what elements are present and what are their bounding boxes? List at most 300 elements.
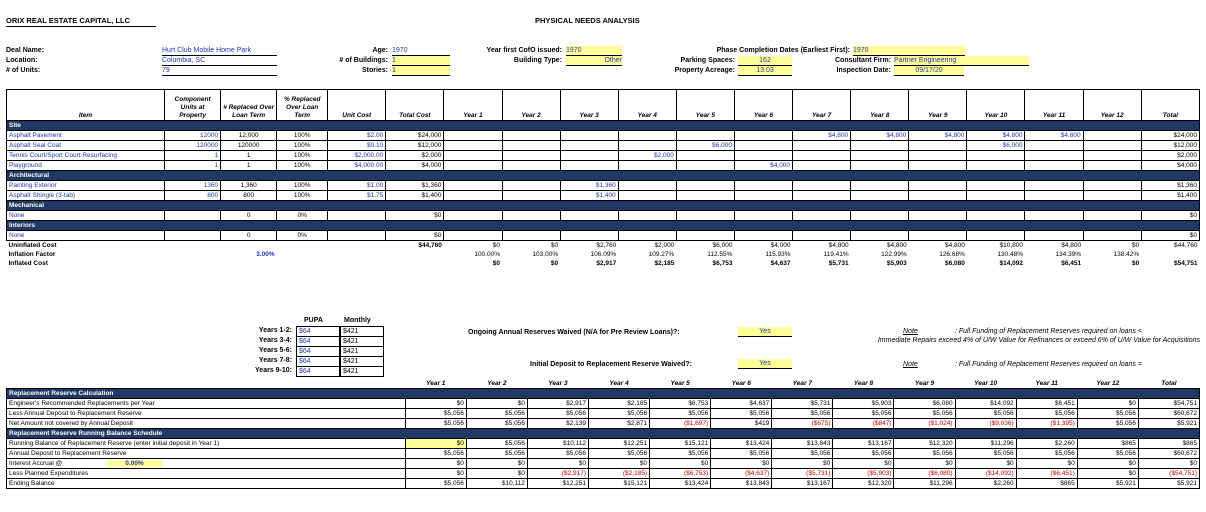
item-value — [851, 181, 909, 191]
reserve-value: $13,843 — [772, 439, 833, 449]
reserve-row — [7, 439, 1200, 449]
section-title: Site — [7, 121, 1200, 131]
monthly-header: Monthly — [344, 317, 371, 324]
item-row — [7, 191, 1200, 201]
pupa-year-label: Years 7-8: — [258, 357, 292, 364]
item-value — [793, 151, 851, 161]
reserve-value: ($1,395) — [1016, 419, 1077, 429]
reserve-value: $12,320 — [833, 479, 894, 489]
location-field[interactable]: Columbia, SC — [162, 56, 277, 66]
monthly-value: $421 — [340, 356, 384, 367]
item-value: $4,000 — [734, 161, 792, 171]
reserve-value: $0 — [1016, 459, 1077, 469]
section-title: Replacement Reserve Running Balance Schedule — [7, 429, 1200, 439]
pupa-value[interactable]: $64 — [296, 326, 340, 337]
cofo-label: Year first CofO issued: — [486, 47, 562, 54]
item-value: 0 — [221, 231, 277, 241]
column-header: Year 3 — [560, 90, 618, 121]
item-value — [1083, 151, 1141, 161]
reserve-value: $6,451 — [1016, 399, 1077, 409]
item-value[interactable]: $2,000.00 — [328, 151, 386, 161]
item-value[interactable]: $2.00 — [328, 131, 386, 141]
stories-label: Stories: — [361, 67, 388, 74]
units-label: # of Units: — [6, 67, 41, 74]
item-value — [676, 161, 734, 171]
item-value[interactable]: $0.10 — [328, 141, 386, 151]
reserve-value: $0 — [1077, 469, 1138, 479]
item-row — [7, 131, 1200, 141]
column-header: Unit Cost — [328, 90, 386, 121]
section-header — [7, 221, 1200, 231]
inspection-label: Inspection Date: — [836, 67, 891, 74]
item-value — [1025, 231, 1083, 241]
summary-blank — [328, 241, 386, 251]
reserve-value: $2,260 — [955, 479, 1016, 489]
reserve-label: Engineer's Recommended Replacements per Year — [7, 399, 406, 409]
summary-value: $2,917 — [596, 259, 617, 267]
item-value: 800 — [221, 191, 277, 201]
item-value — [618, 161, 676, 171]
age-field[interactable]: 1970 — [392, 46, 450, 56]
section-title: Mechanical — [7, 201, 1200, 211]
item-value — [967, 161, 1025, 171]
item-row — [7, 231, 1200, 241]
summary-value: $2,000 — [654, 241, 675, 249]
summary-value — [1141, 250, 1199, 259]
reserve-value: $5,056 — [405, 479, 466, 489]
item-value — [502, 141, 560, 151]
item-value — [1083, 141, 1141, 151]
reserve-value: $2,139 — [527, 419, 588, 429]
reserve-value: $5,921 — [1138, 479, 1199, 489]
summary-value: $10,800 — [999, 241, 1023, 249]
pupa-value[interactable]: $64 — [296, 366, 340, 377]
pupa-value[interactable]: $64 — [296, 346, 340, 357]
item-value — [909, 211, 967, 221]
reserve-value: $0 — [1138, 459, 1199, 469]
item-value: $4,000 — [1141, 161, 1199, 171]
summary-value: 122.99% — [881, 250, 907, 258]
reserve-value: ($6,451) — [1016, 469, 1077, 479]
item-value: $12,000 — [1141, 141, 1199, 151]
units-field[interactable]: 79 — [162, 66, 277, 76]
item-value[interactable]: 12000 — [165, 131, 221, 141]
item-value — [734, 231, 792, 241]
item-value — [1083, 131, 1141, 141]
item-value — [793, 161, 851, 171]
needs-grid — [6, 89, 1200, 268]
page-title: PHYSICAL NEEDS ANALYSIS — [535, 16, 640, 25]
item-value: 1 — [221, 161, 277, 171]
item-value — [560, 211, 618, 221]
reserve-value: $5,056 — [650, 409, 711, 419]
initial-deposit-field[interactable]: Yes — [738, 359, 792, 369]
reserve-value: ($5,903) — [833, 469, 894, 479]
summary-total: $44,760 — [418, 241, 442, 249]
reserve-value: $14,092 — [955, 399, 1016, 409]
year-header: Year 11 — [1035, 379, 1058, 387]
item-name[interactable]: Asphalt Seal Coat — [7, 141, 165, 151]
item-value[interactable] — [328, 231, 386, 241]
age-label: Age: — [372, 47, 388, 54]
consultant-field[interactable]: Partner Engineering — [894, 56, 1029, 66]
reserve-value: $5,056 — [711, 409, 772, 419]
item-value: 100% — [277, 141, 328, 151]
item-value: $1,400 — [1141, 191, 1199, 201]
column-header: Year 5 — [676, 90, 734, 121]
reserve-value: $5,056 — [894, 449, 955, 459]
summary-value: $4,800 — [828, 241, 849, 249]
item-row — [7, 161, 1200, 171]
reserve-value: $12,320 — [894, 439, 955, 449]
item-value — [560, 161, 618, 171]
cofo-field[interactable]: 1970 — [566, 46, 622, 56]
reserve-value: $0 — [833, 459, 894, 469]
reserve-value: $13,167 — [833, 439, 894, 449]
summary-label: Inflation Factor — [8, 250, 56, 258]
item-value — [618, 211, 676, 221]
item-row — [7, 151, 1200, 161]
item-value[interactable]: 1 — [165, 161, 221, 171]
reserve-value: $13,424 — [711, 439, 772, 449]
item-value: 0% — [277, 211, 328, 221]
reserve-label: Annual Deposit to Replacement Reserve — [7, 449, 406, 459]
item-name[interactable]: Tennis Court/Sport Court Resurfacing — [7, 151, 165, 161]
item-value[interactable]: $4,000.00 — [328, 161, 386, 171]
building-type-field[interactable]: Other — [566, 56, 622, 66]
pupa-value[interactable]: $64 — [296, 336, 340, 347]
reserve-value: $5,056 — [466, 449, 527, 459]
reserve-value[interactable]: $0 — [405, 439, 466, 449]
item-row — [7, 211, 1200, 221]
initial-deposit-question: Initial Deposit to Replacement Reserve Waived?: — [530, 361, 692, 368]
item-value: 0% — [277, 231, 328, 241]
reserve-value: $0 — [405, 459, 466, 469]
interest-label: Interest Accrual @ — [9, 459, 63, 467]
item-value: $2,000 — [1141, 151, 1199, 161]
reserve-value: $2,185 — [589, 399, 650, 409]
reserve-value: $5,056 — [405, 449, 466, 459]
item-value — [967, 191, 1025, 201]
summary-blank — [165, 241, 221, 251]
reserve-value: $5,056 — [650, 449, 711, 459]
monthly-value: $421 — [340, 346, 384, 357]
reserve-value: $6,080 — [894, 399, 955, 409]
item-value[interactable] — [328, 211, 386, 221]
summary-blank — [165, 250, 221, 259]
pupa-year-label: Years 5-6: — [258, 347, 292, 354]
reserve-row — [7, 469, 1200, 479]
reserve-value: $865 — [1016, 479, 1077, 489]
item-value — [734, 181, 792, 191]
item-value — [676, 181, 734, 191]
deal-name-label: Deal Name: — [6, 47, 45, 54]
summary-value: $6,080 — [944, 259, 965, 267]
section-title: Replacement Reserve Calculation — [7, 389, 1200, 399]
column-header: Year 1 — [444, 90, 502, 121]
reserve-label: Less Annual Deposit to Replacement Reserve — [7, 409, 406, 419]
item-value — [851, 191, 909, 201]
reserve-value: $0 — [589, 459, 650, 469]
reserve-label — [7, 459, 406, 469]
reserve-value: $5,056 — [1016, 409, 1077, 419]
item-value — [560, 231, 618, 241]
item-value[interactable]: $1.00 — [328, 181, 386, 191]
item-value: $4,800 — [909, 131, 967, 141]
summary-value: $14,092 — [999, 259, 1023, 267]
item-value — [444, 161, 502, 171]
reserve-value: $11,296 — [955, 439, 1016, 449]
item-value — [1025, 211, 1083, 221]
item-value — [444, 181, 502, 191]
reserve-value: ($14,092) — [955, 469, 1016, 479]
monthly-value: $421 — [340, 326, 384, 337]
reserve-value: $60,672 — [1138, 449, 1199, 459]
parking-field[interactable]: 162 — [738, 56, 792, 66]
item-value — [793, 181, 851, 191]
year-header-blank — [7, 379, 406, 389]
summary-label: Inflated Cost — [8, 259, 48, 267]
section-title: Architectural — [7, 171, 1200, 181]
parking-label: Parking Spaces: — [680, 57, 735, 64]
summary-value: 130.48% — [997, 250, 1023, 258]
item-value: $4,800 — [1025, 131, 1083, 141]
summary-value: 112.55% — [707, 250, 733, 258]
rr-balance-header — [7, 429, 1200, 439]
building-type-label: Building Type: — [513, 57, 562, 64]
item-value — [967, 181, 1025, 191]
summary-value: $4,800 — [944, 241, 965, 249]
item-value — [851, 141, 909, 151]
item-name[interactable]: None — [7, 231, 165, 241]
item-value — [560, 151, 618, 161]
reserve-row — [7, 399, 1200, 409]
inspection-field[interactable]: 09/17/20 — [894, 66, 964, 76]
stories-field[interactable]: 1 — [392, 66, 450, 76]
reserves-waived-field[interactable]: Yes — [738, 327, 792, 337]
reserve-value: ($6,753) — [650, 469, 711, 479]
item-row — [7, 181, 1200, 191]
reserve-value: $5,056 — [955, 449, 1016, 459]
item-value — [734, 151, 792, 161]
reserve-value: $10,112 — [527, 439, 588, 449]
location-label: Location: — [6, 57, 38, 64]
summary-pct — [221, 241, 277, 251]
item-name[interactable]: None — [7, 211, 165, 221]
reserve-value: $5,056 — [772, 449, 833, 459]
item-value — [502, 211, 560, 221]
item-value[interactable]: $1.75 — [328, 191, 386, 201]
reserve-label: Net Amount not covered by Annual Deposit — [7, 419, 406, 429]
item-value: 1,360 — [221, 181, 277, 191]
year-header: Year 3 — [548, 379, 568, 387]
year-header: Year 8 — [853, 379, 874, 387]
summary-total — [386, 250, 444, 259]
summary-row — [7, 259, 1200, 268]
reserve-value: $5,056 — [1077, 409, 1138, 419]
reserve-value: $13,167 — [772, 479, 833, 489]
item-value — [1083, 161, 1141, 171]
item-value — [444, 191, 502, 201]
reserve-value: ($2,185) — [589, 469, 650, 479]
phase-field[interactable]: 1970 — [853, 46, 965, 56]
item-value: $1,400 — [386, 191, 444, 201]
reserve-value: $5,056 — [589, 409, 650, 419]
item-value — [502, 191, 560, 201]
year-header: Year 2 — [487, 379, 507, 387]
consultant-label: Consultant Firm: — [835, 57, 891, 64]
item-value — [1025, 141, 1083, 151]
item-value — [676, 131, 734, 141]
summary-value: 138.42% — [1113, 250, 1140, 258]
buildings-field[interactable]: 1 — [392, 56, 450, 66]
year-header: Year 12 — [1096, 379, 1120, 387]
summary-value: $2,185 — [654, 259, 675, 267]
company-name: ORIX REAL ESTATE CAPITAL, LLC — [6, 16, 131, 25]
item-value — [793, 231, 851, 241]
acreage-field[interactable]: 13.03 — [738, 66, 792, 76]
item-value — [1025, 161, 1083, 171]
reserve-value: $13,424 — [650, 479, 711, 489]
buildings-label: # of Buildings: — [339, 57, 388, 64]
item-value: $6,000 — [676, 141, 734, 151]
summary-value: 103.00% — [532, 250, 559, 258]
pupa-header: PUPA — [304, 317, 323, 324]
item-value — [734, 141, 792, 151]
summary-blank — [328, 259, 386, 268]
reserve-value: ($54,751) — [1138, 469, 1199, 479]
phase-label: Phase Completion Dates (Earliest First): — [716, 47, 850, 54]
summary-value: $4,637 — [770, 259, 791, 267]
summary-blank — [328, 250, 386, 259]
item-value — [734, 191, 792, 201]
item-value[interactable]: 120000 — [165, 141, 221, 151]
item-value: $1,360 — [386, 181, 444, 191]
reserve-row — [7, 459, 1200, 469]
summary-blank — [277, 241, 328, 251]
pupa-year-label: Years 1-2: — [258, 327, 292, 334]
reserve-value: ($9,036) — [955, 419, 1016, 429]
year-header: Year 5 — [670, 379, 690, 387]
reserve-value: $2,871 — [589, 419, 650, 429]
reserve-row — [7, 479, 1200, 489]
item-value[interactable] — [165, 231, 221, 241]
deal-name-field[interactable]: Hurt Club Mobile Home Park — [162, 46, 277, 56]
summary-value: $6,000 — [712, 241, 733, 249]
item-value[interactable]: 1360 — [165, 181, 221, 191]
column-header: Year 12 — [1083, 90, 1141, 121]
summary-value: $6,451 — [1061, 259, 1082, 267]
acreage-label: Property Acreage: — [674, 67, 735, 74]
item-value — [560, 131, 618, 141]
summary-label: Uninflated Cost — [8, 241, 57, 249]
reserve-value: $12,251 — [527, 479, 588, 489]
item-value: $0 — [1141, 231, 1199, 241]
reserve-value: $5,056 — [466, 419, 527, 429]
reserve-value: ($6,080) — [894, 469, 955, 479]
item-value — [967, 151, 1025, 161]
item-value — [851, 211, 909, 221]
item-value — [1083, 231, 1141, 241]
reserve-value: $2,917 — [527, 399, 588, 409]
year-header: Year 4 — [609, 379, 629, 387]
reserve-value: $5,056 — [1077, 449, 1138, 459]
reserve-value: $54,751 — [1138, 399, 1199, 409]
reserve-value: $5,056 — [466, 409, 527, 419]
item-value[interactable]: 800 — [165, 191, 221, 201]
item-value — [909, 141, 967, 151]
item-value: 100% — [277, 161, 328, 171]
reserve-value: ($675) — [772, 419, 833, 429]
item-value — [793, 211, 851, 221]
item-value — [502, 151, 560, 161]
reserve-value: $5,056 — [894, 409, 955, 419]
item-value[interactable]: 1 — [165, 151, 221, 161]
summary-value: $0 — [1131, 259, 1140, 267]
reserve-value: $11,296 — [894, 479, 955, 489]
item-value — [909, 161, 967, 171]
item-value: $4,800 — [793, 131, 851, 141]
item-value — [909, 151, 967, 161]
summary-row — [7, 250, 1200, 259]
item-name[interactable]: Asphalt Shingle (3-tab) — [7, 191, 165, 201]
reserve-value: $5,056 — [772, 409, 833, 419]
item-value: 12,000 — [221, 131, 277, 141]
item-value — [734, 211, 792, 221]
column-header: Year 8 — [851, 90, 909, 121]
item-value — [444, 231, 502, 241]
monthly-value: $421 — [340, 366, 384, 377]
item-value: $0 — [1141, 211, 1199, 221]
column-header: Year 7 — [793, 90, 851, 121]
summary-value: $0 — [550, 241, 559, 249]
interest-rate-field[interactable]: 0.00% — [107, 460, 161, 467]
reserve-value: ($847) — [833, 419, 894, 429]
summary-value: 115.93% — [765, 250, 791, 258]
year-header: Year 6 — [731, 379, 751, 387]
item-value[interactable] — [165, 211, 221, 221]
summary-value: $0 — [492, 241, 500, 249]
item-value — [618, 191, 676, 201]
year-header: Year 10 — [974, 379, 998, 387]
year-header: Year 1 — [426, 379, 446, 387]
column-header: Year 6 — [734, 90, 792, 121]
section-header — [7, 171, 1200, 181]
summary-value: $4,000 — [770, 241, 791, 249]
reserve-value: $5,921 — [1138, 419, 1199, 429]
pupa-value[interactable]: $64 — [296, 356, 340, 367]
summary-value: 134.39% — [1055, 250, 1082, 258]
item-name[interactable]: Asphalt Pavement — [7, 131, 165, 141]
item-value: 0 — [221, 211, 277, 221]
item-name[interactable]: Painting Exterior — [7, 181, 165, 191]
reserve-row — [7, 449, 1200, 459]
item-name[interactable]: Playground — [7, 161, 165, 171]
item-value — [502, 181, 560, 191]
note-label-1: Note — [903, 328, 918, 335]
reserve-value: $6,753 — [650, 399, 711, 409]
rr-calc-header — [7, 389, 1200, 399]
reserve-row — [7, 419, 1200, 429]
column-header: Component Units at Property — [165, 90, 221, 121]
item-value: 1 — [221, 151, 277, 161]
item-value — [734, 131, 792, 141]
summary-value: 106.09% — [590, 250, 617, 258]
summary-value: 126.68% — [939, 250, 965, 258]
item-value: $0 — [386, 231, 444, 241]
item-value — [851, 151, 909, 161]
reserves-waived-question: Ongoing Annual Reserves Waived (N/A for Pre Review Loans)?: — [468, 329, 680, 336]
